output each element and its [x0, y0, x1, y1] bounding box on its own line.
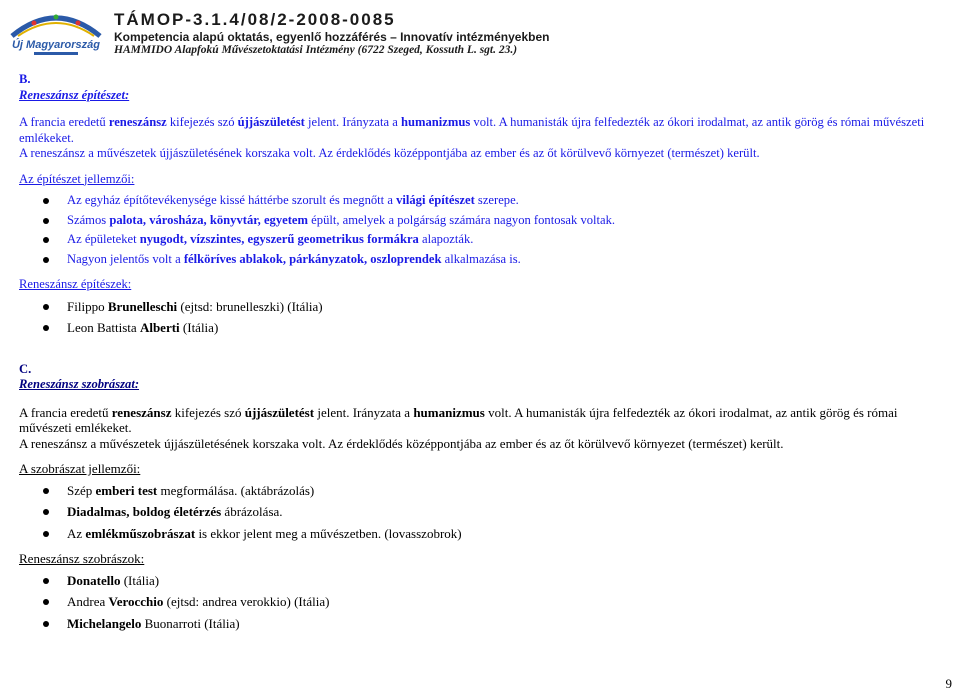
- section-c-features-list: [19, 483, 944, 542]
- text-run: A francia eredetű: [19, 404, 112, 420]
- list-item: [19, 504, 944, 520]
- text-run: Buonarroti (Itália): [141, 615, 240, 631]
- uj-magyarorszag-logo-icon: [4, 6, 108, 60]
- bullet-icon: [43, 531, 49, 537]
- text-run: jelent. Irányzata a: [304, 115, 401, 129]
- text-run: alapozták.: [418, 232, 474, 246]
- text-run: Nagyon jelentős volt a: [67, 251, 184, 266]
- text-run: (Itália): [179, 320, 219, 335]
- section-c-paragraph-2: A reneszánsz a művészetek újjászületésének korszaka volt. Az érdeklődés középpontjába az ember és az őt körülvevő környezet (természet) került.: [19, 435, 784, 451]
- section-b-paragraph-2: A reneszánsz a művészetek újjászületésének korszaka volt. Az érdeklődés középpontjába az ember és az őt körülvevő környezet (természet) került.: [19, 146, 760, 160]
- institution-name: HAMMIDO Alapfokú Művészetoktatási Intézmény (6722 Szeged, Kossuth L. sgt. 23.): [114, 44, 518, 56]
- text-run: Az: [67, 525, 86, 541]
- svg-text:Új Magyarország: Új Magyarország: [11, 39, 101, 51]
- bold-term: nyugodt, vízszintes, egyszerű geometrikus formákra: [139, 232, 419, 246]
- list-item: [19, 483, 944, 499]
- bold-term: újjászületést: [237, 115, 305, 129]
- bullet-icon: [43, 488, 49, 494]
- bullet-icon: [43, 509, 49, 515]
- text-run: épült, amelyek a polgárság számára nagyon fontosak voltak.: [308, 212, 616, 227]
- text-run: alkalmazása is.: [441, 251, 521, 266]
- text-run: kifejezés szó: [166, 115, 238, 129]
- section-b-letter: B.: [19, 72, 31, 86]
- bold-term: emlékműszobrászat: [85, 525, 196, 541]
- text-run: kifejezés szó: [171, 404, 245, 420]
- bullet-icon: [43, 198, 49, 204]
- text-run: volt. A humanisták újra felfedezték az ókori irodalmat, az antik görög és római művészeti emlékeket.: [19, 115, 925, 145]
- bold-term: Diadalmas, boldog életérzés: [67, 504, 222, 519]
- bullet-icon: [43, 237, 49, 243]
- section-b-features-heading: Az építészet jellemzői:: [19, 171, 135, 186]
- bold-term: Donatello: [67, 572, 121, 588]
- list-item: [19, 232, 944, 248]
- bullet-icon: [43, 599, 49, 605]
- section-b-heading: Reneszánsz építészet:: [19, 87, 130, 102]
- text-run: megformálása. (aktábrázolás): [157, 482, 315, 498]
- text-run: Számos: [67, 212, 110, 227]
- project-subtitle: Kompetencia alapú oktatás, egyenlő hozzáférés – Innovatív intézményekben: [114, 30, 550, 44]
- section-c-heading: Reneszánsz szobrászat:: [19, 377, 140, 391]
- bullet-icon: [43, 257, 49, 263]
- bold-term: Verocchio: [108, 594, 164, 609]
- page-title: TÁMOP-3.1.4/08/2-2008-0085: [114, 10, 396, 29]
- text-run: Leon Battista: [67, 320, 140, 335]
- text-run: Az egyház építőtevékenysége kissé háttérbe szorult és megnőtt a: [67, 193, 397, 207]
- text-run: A francia eredetű: [19, 115, 109, 129]
- text-run: szerepe.: [474, 193, 519, 207]
- bullet-icon: [43, 218, 49, 224]
- section-b-people-heading: Reneszánsz építészek:: [19, 277, 132, 291]
- text-run: (Itália): [120, 572, 160, 588]
- text-run: (ejtsd: brunelleszki) (Itália): [177, 298, 323, 314]
- bullet-icon: [43, 578, 49, 584]
- bullet-icon: [43, 304, 49, 310]
- page-header: [0, 0, 960, 68]
- section-c-letter: C.: [19, 361, 32, 376]
- text-run: ábrázolása.: [221, 504, 283, 519]
- text-run: jelent. Irányzata a: [314, 404, 414, 420]
- section-c-people-heading: Reneszánsz szobrászok:: [19, 551, 145, 566]
- list-item: [19, 193, 944, 209]
- section-c-people-list: [19, 573, 944, 632]
- section-b-features-list: [19, 193, 944, 267]
- bold-term: félköríves ablakok, párkányzatok, oszloprendek: [183, 251, 442, 266]
- list-item: [19, 213, 944, 229]
- bold-term: reneszánsz: [108, 115, 167, 129]
- text-run: Az épületeket: [67, 232, 140, 246]
- bold-term: újjászületést: [244, 404, 315, 420]
- list-item: [19, 594, 944, 610]
- list-item: [19, 320, 944, 336]
- list-item: [19, 616, 944, 632]
- bold-term: reneszánsz: [111, 404, 172, 420]
- list-item: [19, 526, 944, 542]
- bold-term: Brunelleschi: [107, 298, 178, 314]
- page-number: 9: [945, 676, 952, 691]
- section-c-features-heading: A szobrászat jellemzői:: [19, 461, 141, 476]
- section-c-paragraph-1: [19, 405, 944, 436]
- list-item: [19, 252, 944, 268]
- section-b-people-list: [19, 299, 944, 336]
- text-run: Szép: [67, 482, 96, 498]
- bold-term: emberi test: [95, 482, 158, 498]
- bold-term: humanizmus: [413, 404, 485, 420]
- bold-term: világi építészet: [396, 193, 475, 207]
- text-run: volt. A humanisták újra felfedezték az ókori irodalmat, az antik görög és római művészeti emlékeket.: [19, 404, 898, 435]
- bullet-icon: [43, 325, 49, 331]
- text-run: Filippo: [67, 298, 108, 314]
- text-run: is ekkor jelent meg a művészetben. (lovasszobrok): [195, 525, 462, 541]
- section-b-paragraph-1: [19, 115, 944, 146]
- bold-term: humanizmus: [400, 115, 471, 129]
- list-item: [19, 299, 944, 315]
- text-run: (ejtsd: andrea verokkio) (Itália): [163, 594, 330, 609]
- list-item: [19, 573, 944, 589]
- text-run: Andrea: [67, 594, 109, 609]
- document-body: [19, 72, 944, 637]
- bold-term: Michelangelo: [67, 615, 142, 631]
- bullet-icon: [43, 621, 49, 627]
- bold-term: Alberti: [139, 320, 180, 335]
- bold-term: palota, városháza, könyvtár, egyetem: [109, 212, 309, 227]
